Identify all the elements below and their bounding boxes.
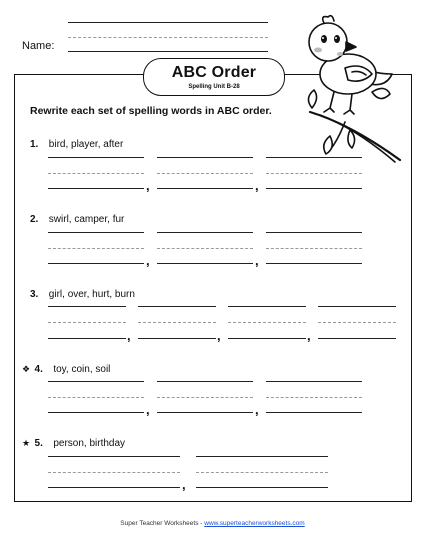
answer-top-line	[48, 381, 144, 382]
item-words: girl, over, hurt, burn	[48, 289, 135, 300]
name-dash-line	[68, 37, 268, 38]
comma: ,	[307, 328, 311, 343]
item-3-prompt	[30, 284, 135, 302]
answer-dash-line	[48, 248, 144, 249]
star-marker-icon: ★	[22, 438, 31, 448]
answer-writing-line[interactable]	[228, 338, 306, 339]
answer-top-line	[138, 306, 216, 307]
answer-dash-line	[48, 173, 144, 174]
answer-top-line	[48, 157, 144, 158]
instructions: Rewrite each set of spelling words in ABC order.	[30, 105, 272, 117]
answer-dash-line	[196, 472, 328, 473]
item-2-prompt	[30, 209, 124, 227]
answer-dash-line	[48, 322, 126, 323]
comma: ,	[146, 402, 150, 417]
answer-top-line	[48, 232, 144, 233]
answer-writing-line[interactable]	[266, 188, 362, 189]
answer-writing-line[interactable]	[196, 487, 328, 488]
footer-text: Super Teacher Worksheets -	[120, 520, 205, 527]
diamond-marker-icon: ❖	[22, 364, 31, 374]
item-words: toy, coin, soil	[53, 364, 111, 375]
answer-writing-line[interactable]	[266, 263, 362, 264]
answer-top-line	[266, 232, 362, 233]
item-words: bird, player, after	[48, 139, 124, 150]
comma: ,	[255, 253, 259, 268]
item-number: 5.	[34, 438, 43, 449]
answer-top-line	[157, 232, 253, 233]
answer-dash-line	[138, 322, 216, 323]
item-number: 4.	[34, 364, 43, 375]
page-subtitle: Spelling Unit B-28	[188, 84, 240, 90]
answer-writing-line[interactable]	[48, 263, 144, 264]
answer-top-line	[196, 456, 328, 457]
answer-top-line	[266, 381, 362, 382]
item-4-prompt	[22, 359, 110, 377]
item-number: 2.	[30, 214, 39, 225]
page-title: ABC Order	[171, 64, 257, 81]
item-number: 3.	[30, 289, 39, 300]
answer-writing-line[interactable]	[318, 338, 396, 339]
footer	[0, 520, 425, 527]
comma: ,	[255, 402, 259, 417]
answer-dash-line	[157, 173, 253, 174]
answer-top-line	[266, 157, 362, 158]
answer-writing-line[interactable]	[48, 412, 144, 413]
item-1-prompt	[30, 134, 123, 152]
name-label: Name:	[22, 40, 55, 52]
comma: ,	[182, 477, 186, 492]
name-input-line[interactable]	[68, 51, 268, 52]
comma: ,	[217, 328, 221, 343]
answer-writing-line[interactable]	[48, 188, 144, 189]
answer-dash-line	[318, 322, 396, 323]
answer-writing-line[interactable]	[157, 263, 253, 264]
answer-writing-line[interactable]	[48, 487, 180, 488]
comma: ,	[146, 253, 150, 268]
item-number: 1.	[30, 139, 39, 150]
item-words: person, birthday	[53, 438, 126, 449]
answer-top-line	[157, 381, 253, 382]
answer-top-line	[228, 306, 306, 307]
answer-top-line	[157, 157, 253, 158]
item-words: swirl, camper, fur	[48, 214, 125, 225]
comma: ,	[127, 328, 131, 343]
answer-writing-line[interactable]	[157, 188, 253, 189]
answer-dash-line	[228, 322, 306, 323]
answer-dash-line	[266, 397, 362, 398]
name-top-line	[68, 22, 268, 23]
answer-top-line	[318, 306, 396, 307]
answer-dash-line	[48, 397, 144, 398]
answer-dash-line	[157, 397, 253, 398]
answer-writing-line[interactable]	[157, 412, 253, 413]
answer-top-line	[48, 306, 126, 307]
title-box	[143, 58, 285, 96]
answer-writing-line[interactable]	[266, 412, 362, 413]
answer-dash-line	[48, 472, 180, 473]
answer-writing-line[interactable]	[138, 338, 216, 339]
answer-dash-line	[157, 248, 253, 249]
answer-writing-line[interactable]	[48, 338, 126, 339]
answer-dash-line	[266, 248, 362, 249]
answer-dash-line	[266, 173, 362, 174]
bird-illustration	[290, 12, 405, 167]
comma: ,	[255, 178, 259, 193]
comma: ,	[146, 178, 150, 193]
answer-top-line	[48, 456, 180, 457]
item-5-prompt	[22, 433, 125, 451]
footer-link[interactable]: www.superteacherworksheets.com	[204, 520, 305, 527]
